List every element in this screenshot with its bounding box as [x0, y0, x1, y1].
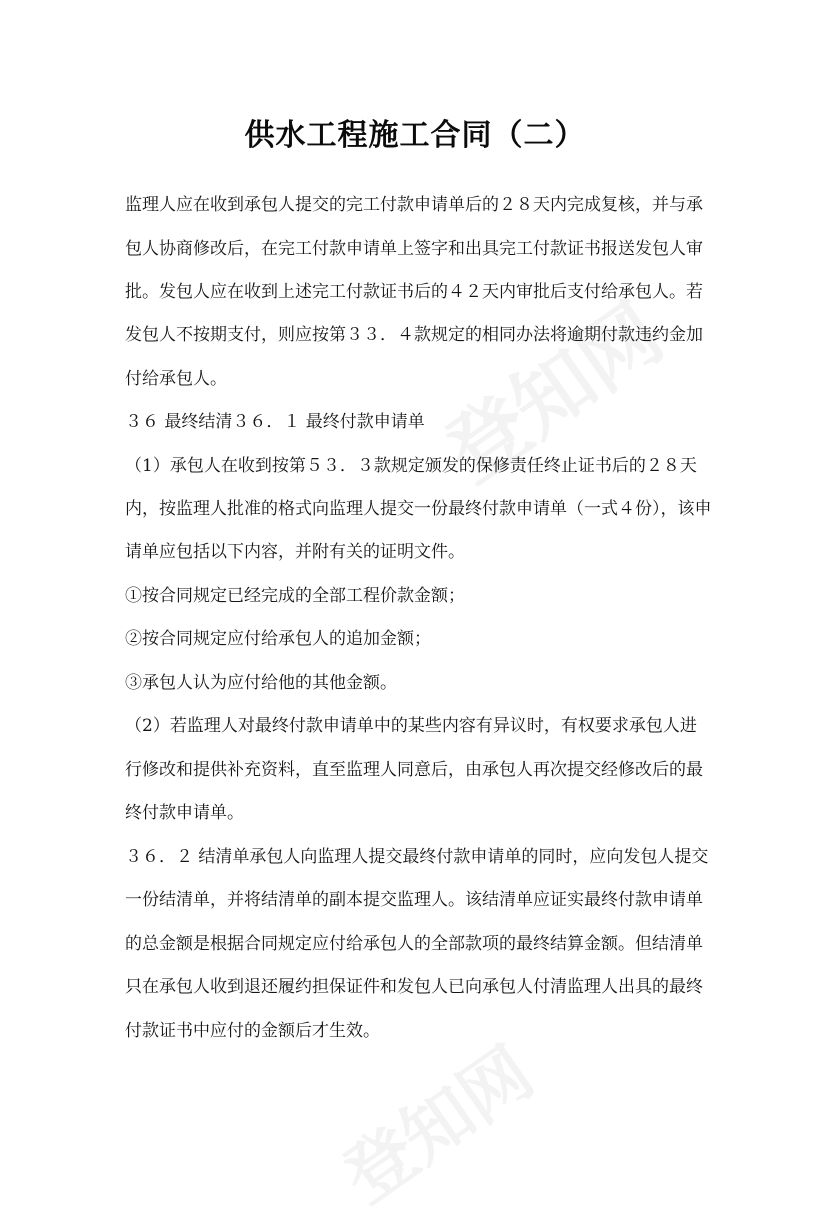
watermark	[320, 1019, 550, 1222]
paragraph-line: （2）若监理人对最终付款申请单中的某些内容有异议时，有权要求承包人进	[125, 716, 697, 736]
paragraph-line: 终付款申请单。	[125, 803, 244, 823]
section-heading: ３６ 最终结清３６．１ 最终付款申请单	[125, 412, 425, 432]
paragraph-line: 付给承包人。	[125, 369, 227, 389]
paragraph-line: 包人协商修改后，在完工付款申请单上签字和出具完工付款证书报送发包人审	[125, 239, 703, 259]
list-item: ③承包人认为应付给他的其他金额。	[125, 673, 397, 693]
paragraph-line: 行修改和提供补充资料，直至监理人同意后，由承包人再次提交经修改后的最	[125, 760, 703, 780]
paragraph-line: （1）承包人在收到按第５３．３款规定颁发的保修责任终止证书后的２８天	[125, 456, 697, 476]
paragraph-line: 请单应包括以下内容，并附有关的证明文件。	[125, 542, 465, 562]
paragraph-line: 付款证书中应付的金额后才生效。	[125, 1021, 380, 1041]
list-item: ①按合同规定已经完成的全部工程价款金额；	[125, 586, 465, 606]
paragraph-line: 的总金额是根据合同规定应付给承包人的全部款项的最终结算金额。但结清单	[125, 934, 703, 954]
paragraph-line: 内，按监理人批准的格式向监理人提交一份最终付款申请单（一式４份），该申	[125, 499, 712, 519]
paragraph-line: 批。发包人应在收到上述完工付款证书后的４２天内审批后支付给承包人。若	[125, 282, 703, 302]
paragraph-line: 只在承包人收到退还履约担保证件和发包人已向承包人付清监理人出具的最终	[125, 977, 703, 997]
paragraph-line: 一份结清单，并将结清单的副本提交监理人。该结清单应证实最终付款申请单	[125, 890, 703, 910]
paragraph-line: 发包人不按期支付，则应按第３３．４款规定的相同办法将逾期付款违约金加	[125, 325, 703, 345]
list-item: ②按合同规定应付给承包人的追加金额；	[125, 629, 431, 649]
document-title: 供水工程施工合同（二）	[244, 118, 586, 153]
paragraph-line: 监理人应在收到承包人提交的完工付款申请单后的２８天内完成复核，并与承	[125, 195, 703, 215]
paragraph-line: ３６．２ 结清单承包人向监理人提交最终付款申请单的同时，应向发包人提交	[125, 847, 709, 867]
